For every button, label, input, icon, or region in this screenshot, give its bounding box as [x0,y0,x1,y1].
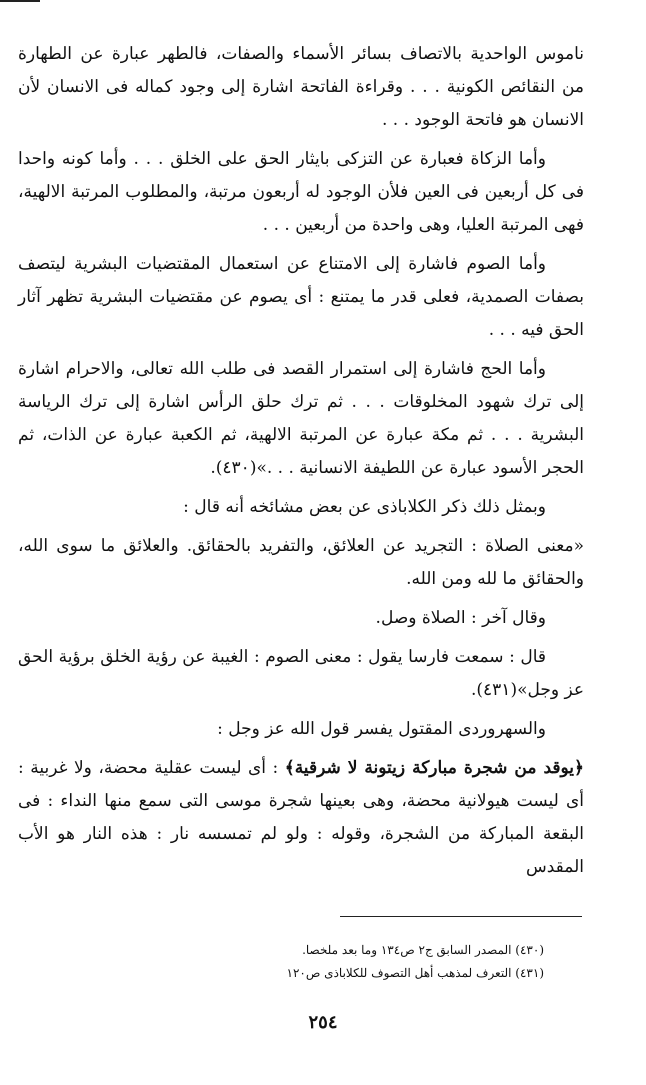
paragraph-suhrawardi-intro: والسهروردى المقتول يفسر قول الله عز وجل : [217,719,546,739]
paragraph-verse-commentary [18,752,584,884]
footnote-431: (٤٣١) التعرف لمذهب أهل التصوف للكلاباذى ص١٢٠ [286,966,544,980]
paragraph-faris: قال : سمعت فارسا يقول : معنى الصوم : الغيبة عن رؤية الخلق برؤية الحق عز وجل»(٤٣١). [18,647,584,700]
paragraph-kalabadhi-intro: وبمثل ذلك ذكر الكلاباذى عن بعض مشائخه أنه قال : [183,497,546,517]
quranic-verse: ﴿يوقد من شجرة مباركة زيتونة لا شرقية﴾ [284,758,584,778]
footnotes [40,940,584,986]
page-number: ٢٥٤ [308,1012,338,1033]
paragraph-1: ناموس الواحدية بالاتصاف بسائر الأسماء والصفات، فالطهر عبارة عن الطهارة من النقائص الكونية . . . وقراءة الفاتحة اشارة إلى وجود كماله فى الانسان لأن الانسان هو فاتحة الوجود . . . [18,44,584,130]
verse-commentary-text: : أى ليست عقلية محضة، ولا غربية : أى ليست هيولانية محضة، وهى بعينها شجرة موسى التى سمع منها النداء : فى البقعة المباركة من الشجرة، وقوله : ولو لم تمسسه نار : هذه النار هو الأب المقدس [18,758,584,877]
footnote-separator [340,916,582,917]
paragraph-another-said: وقال آخر : الصلاة وصل. [375,608,546,628]
paragraph-sawm: وأما الصوم فاشارة إلى الامتناع عن استعمال المقتضيات البشرية ليتصف بصفات الصمدية، فعلى قدر ما يمتنع : أى يصوم عن مقتضيات البشرية تظهر آثار الحق فيه . . . [18,254,584,340]
paragraph-salat-meaning: «معنى الصلاة : التجريد عن العلائق، والتفريد بالحقائق. والعلائق ما سوى الله، والحقائق ما لله ومن الله. [18,536,584,589]
paragraph-zakat: وأما الزكاة فعبارة عن التزكى بايثار الحق على الخلق . . . وأما كونه واحدا فى كل أربعين فى العين فلأن الوجود له أربعون مرتبة، والمطلوب المرتبة الالهية، فهى المرتبة العليا، وهى واحدة من أربعين . . . [18,149,584,235]
top-edge-rule [0,0,40,2]
main-text [18,38,584,890]
paragraph-hajj: وأما الحج فاشارة إلى استمرار القصد فى طلب الله تعالى، والاحرام اشارة إلى ترك شهود المخلوقات . . . ثم ترك حلق الرأس اشارة إلى ترك الرياسة البشرية . . . ثم مكة عبارة عن المرتبة الالهية، ثم الكعبة عبارة عن الذات، ثم الحجر الأسود عبارة عن اللطيفة الانسانية . . .»(٤٣٠). [18,359,584,478]
footnote-430: (٤٣٠) المصدر السابق ج٢ ص١٣٤ وما بعد ملخصا. [302,943,544,957]
